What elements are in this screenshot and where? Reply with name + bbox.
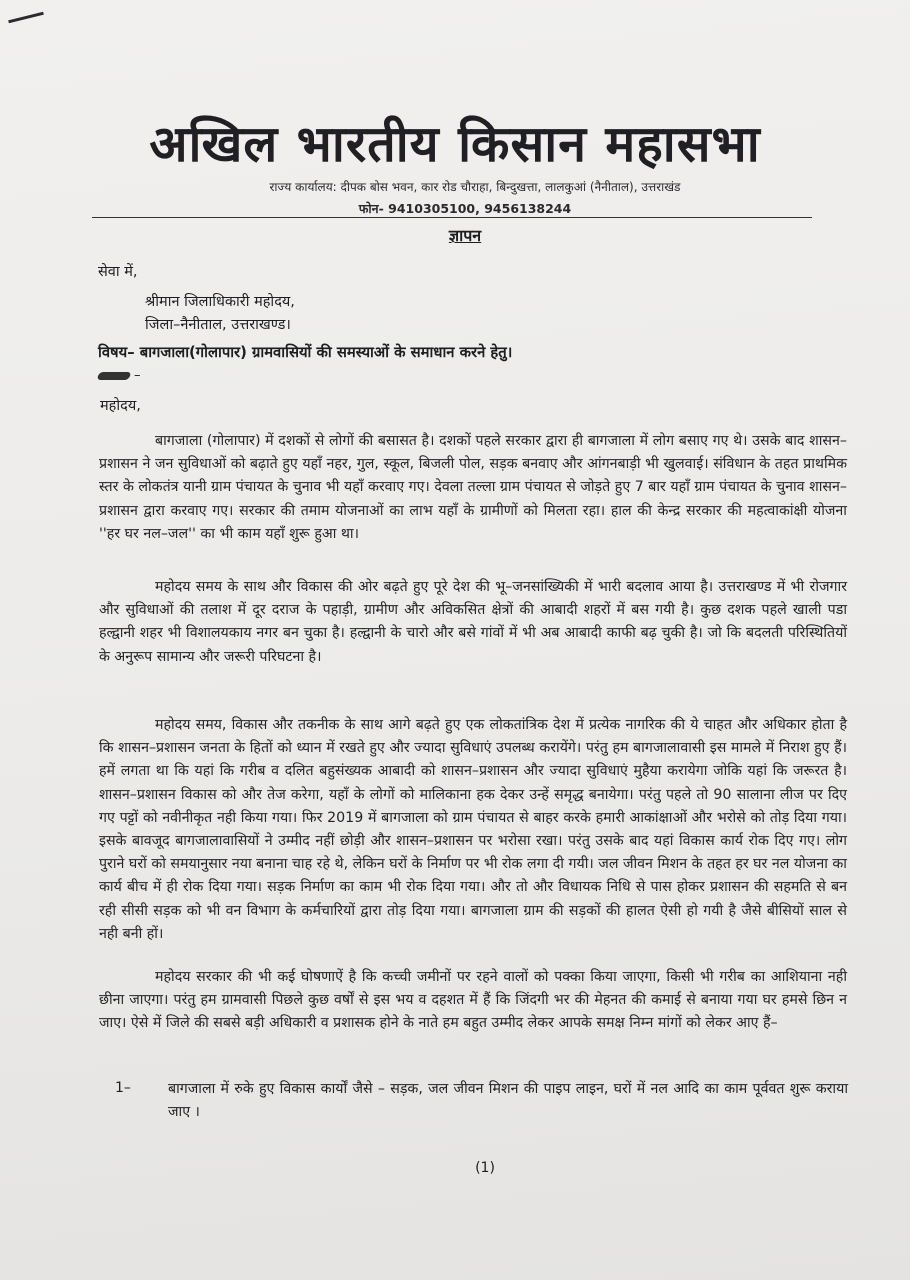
recipient-line-1: श्रीमान जिलाधिकारी महोदय, xyxy=(145,294,295,310)
org-phone: फोन- 9410305100, 9456138244 xyxy=(358,201,572,216)
struck-text xyxy=(98,368,141,383)
struck-suffix: – xyxy=(134,368,141,383)
demand-number: 1– xyxy=(115,1080,131,1096)
subject-line: विषय– बागजाला(गोलापार) ग्रामवासियों की समस्याओं के समाधान करने हेतु। xyxy=(98,344,513,361)
demand-text: बागजाला में रुके हुए विकास कार्यों जैसे – सड़क, जल जीवन मिशन की पाइप लाइन, घरों में नल आदि का काम पूर्ववत शुरू कराया जाए । xyxy=(168,1081,848,1120)
header-divider xyxy=(92,217,812,218)
org-address: राज्य कार्यालय: दीपक बोस भवन, कार रोड चौराहा, बिन्दुखत्ता, लालकुआं (नैनीताल), उत्तराखंड xyxy=(269,180,681,194)
scribble-mark xyxy=(97,372,132,380)
page-number: (1) xyxy=(475,1160,495,1176)
paragraph-2: महोदय समय के साथ और विकास की ओर बढ़ते हुए पूरे देश की भू–जनसांख्यिकी में भारी बदलाव आया है। उत्तराखण्ड में भी रोजगार और सुविधाओं की तलाश में दूर दराज के पहाड़ी, ग्रामीण और अविकसित क्षेत्रों की आबादी शहरों में बस गयी है। कुछ दशक पहले खाली पडा हल्द्वानी शहर भी विशालयकाय नगर बन चुका है। हल्द्वानी के चारो और बसे गांवों में भी अब आबादी काफी बढ़ चुकी है। जो कि बदलती परिस्थितियों के अनुरूप सामान्य और जरूरी परिघटना है। xyxy=(99,579,847,665)
org-title: अखिल भारतीय किसान महासभा xyxy=(149,114,761,173)
paragraph-1: बागजाला (गोलापार) में दशकों से लोगों की बसासत है। दशकों पहले सरकार द्वारा ही बागजाला में लोग बसाए गए थे। उसके बाद शासन–प्रशासन ने जन सुविधाओं को बढ़ाते हुए यहाँ नहर, गुल, स्कूल, बिजली पोल, सड़क बनवाए और आंगनबाड़ी भी खुलवाई। संविधान के तहत प्राथमिक स्तर के लोकतंत्र यानी ग्राम पंचायत के चुनाव भी यहाँ करवाए गए। देवला तल्ला ग्राम पंचायत से जोड़ते हुए 7 बार यहाँ ग्राम पंचायत के चुनाव शासन–प्रशासन द्वारा करवाए गए। सरकार की तमाम योजनाओं का लाभ यहाँ के ग्रामीणों को मिलता रहा। हाल की केन्द्र सरकार की महत्वाकांक्षी योजना ''हर घर नल–जल'' का भी काम यहाँ शुरू हुआ था। xyxy=(99,433,847,542)
paragraph-3: महोदय समय, विकास और तकनीक के साथ आगे बढ़ते हुए एक लोकतांत्रिक देश में प्रत्येक नागरिक की ये चाहत और अधिकार होता है कि शासन–प्रशासन जनता के हितों को ध्यान में रखते हुए और ज्यादा सुविधाएं उपलब्ध करायेंगे। परंतु हम बागजालावासी इस मामले में निराश हुए हैं। हमें लगता था कि यहां कि गरीब व दलित बहुसंख्यक आबादी को शासन–प्रशासन और ज्यादा सुविधाएं मुहैया करायेगा जोकि यहां कि जरूरत है। शासन–प्रशासन विकास को और तेज करेगा, यहाँ के लोगों को मालिकाना हक देकर उन्हें समृद्ध बनायेगा। परंतु पहले तो 90 सालाना लीज पर दिए गए पट्टों को नवीनीकृत नही किया गया। फिर 2019 में बागजाला को ग्राम पंचायत से बाहर करके हमारी आकांक्षाओं और भरोसे को तोड़ दिया गया। इसके बावजूद बागजालावासियों ने उम्मीद नहीं छोड़ी और शासन–प्रशासन पर भरोसा रखा। परंतु उसके बाद यहां विकास कार्य रोक दिए गए। लोग पुराने घरों को समयानुसार नया बनाना चाह रहे थे, लेकिन घरों के निर्माण पर भी रोक लगा दी गयी। जल जीवन मिशन के तहत हर घर नल योजना का कार्य बीच में ही रोक दिया गया। सड़क निर्माण का काम भी रोक दिया गया। और तो और विधायक निधि से पास होकर प्रशासन की सहमति से बन रही सीसी सड़क को भी वन विभाग के कर्मचारियों द्वारा तोड़ दिया गया। बागजाला ग्राम की सड़कों की हालत ऐसी हो गयी है जैसे बीसियों साल से नही बनी हों। xyxy=(99,717,847,942)
salutation: सेवा में, xyxy=(98,264,138,280)
document-label: ज्ञापन xyxy=(448,226,482,245)
recipient-line-2: जिला–नैनीताल, उत्तराखण्ड। xyxy=(145,317,291,333)
pen-mark xyxy=(8,12,44,24)
greeting: महोदय, xyxy=(100,398,141,414)
paragraph-4: महोदय सरकार की भी कई घोषणाऐं है कि कच्ची जमीनों पर रहने वालों को पक्का किया जाएगा, किसी भी गरीब का आशियाना नही छीना जाएगा। परंतु हम ग्रामवासी पिछले कुछ वर्षों से इस भय व दहशत में हैं कि जिंदगी भर की मेहनत की कमाई से बनाया गया घर हमसे छिन न जाए। ऐसे में जिले की सबसे बड़ी अधिकारी व प्रशासक होने के नाते हम बहुत उम्मीद लेकर आपके समक्ष निम्न मांगों को लेकर आए हैं– xyxy=(99,969,847,1032)
